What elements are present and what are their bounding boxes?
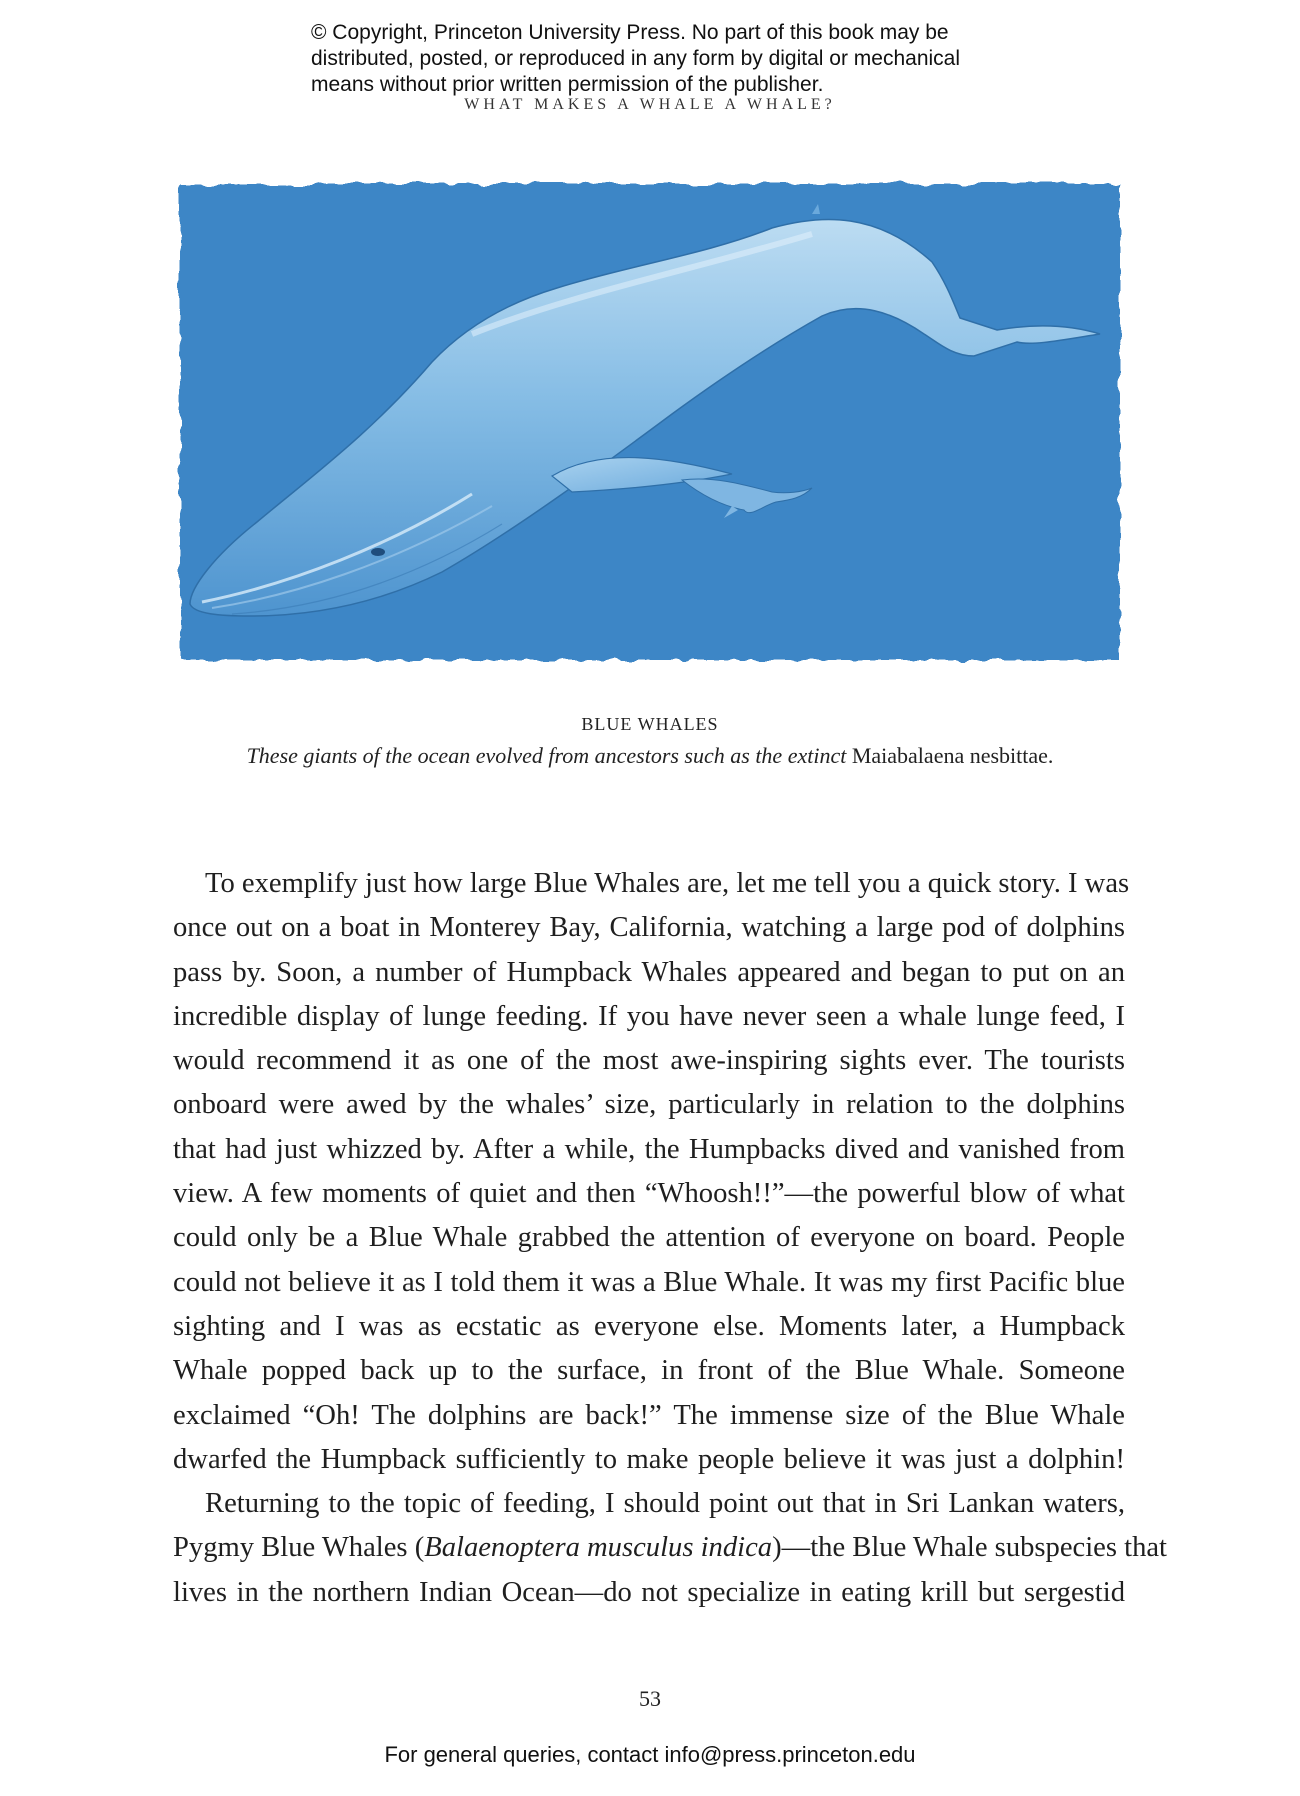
text-line: view. A few moments of quiet and then “Whoosh!!”—the powerful blow of what <box>173 1178 1125 1210</box>
text-segment: Pygmy Blue Whales ( <box>173 1532 425 1564</box>
text-line: would recommend it as one of the most awe-inspiring sights ever. The tourists <box>173 1045 1125 1077</box>
text-line: onboard were awed by the whales’ size, particularly in relation to the dolphins <box>173 1089 1125 1121</box>
blue-whale-illustration <box>172 176 1128 668</box>
species-name: Balaenoptera musculus indica <box>424 1532 773 1564</box>
text-line <box>173 1526 1168 1570</box>
text-line: could only be a Blue Whale grabbed the attention of everyone on board. People <box>173 1222 1125 1254</box>
figure-caption-title: BLUE WHALES <box>581 714 719 734</box>
figure-caption <box>0 743 1300 769</box>
text-line: could not believe it as I told them it was a Blue Whale. It was my first Pacific blue <box>173 1266 1125 1298</box>
text-line: once out on a boat in Monterey Bay, California, watching a large pod of dolphins <box>173 912 1125 944</box>
contact-footer: For general queries, contact info@press.princeton.edu <box>384 1742 916 1767</box>
text-line: To exemplify just how large Blue Whales are, let me tell you a quick story. I was <box>205 868 1130 899</box>
text-line: dwarfed the Humpback sufficiently to make people believe it was just a dolphin! <box>173 1443 1125 1475</box>
copyright-line: © Copyright, Princeton University Press. No part of this book may be <box>311 21 949 44</box>
text-line: incredible display of lunge feeding. If you have never seen a whale lunge feed, I <box>173 1000 1125 1032</box>
text-line: that had just whizzed by. After a while, the Humpbacks dived and vanished from <box>173 1133 1125 1165</box>
caption-species-name: Maiabalaena nesbittae. <box>851 743 1054 768</box>
running-head: WHAT MAKES A WHALE A WHALE? <box>464 96 836 113</box>
text-line: lives in the northern Indian Ocean—do not specialize in eating krill but sergestid <box>173 1576 1125 1608</box>
text-line: Whale popped back up to the surface, in front of the Blue Whale. Someone <box>173 1355 1125 1387</box>
copyright-line: means without prior written permission of the publisher. <box>311 73 824 96</box>
caption-italic-text: These giants of the ocean evolved from ancestors such as the extinct <box>246 743 852 768</box>
text-segment: )—the Blue Whale subspecies that <box>772 1532 1168 1564</box>
page-number: 53 <box>639 1686 661 1711</box>
text-line: pass by. Soon, a number of Humpback Whales appeared and began to put on an <box>173 956 1125 988</box>
body-text <box>173 862 1168 1615</box>
copyright-line: distributed, posted, or reproduced in any form by digital or mechanical <box>311 47 961 70</box>
copyright-notice <box>311 20 1031 98</box>
text-line: exclaimed “Oh! The dolphins are back!” The immense size of the Blue Whale <box>173 1399 1125 1431</box>
text-line: sighting and I was as ecstatic as everyone else. Moments later, a Humpback <box>173 1310 1125 1342</box>
text-line: Returning to the topic of feeding, I should point out that in Sri Lankan waters, <box>205 1488 1125 1520</box>
